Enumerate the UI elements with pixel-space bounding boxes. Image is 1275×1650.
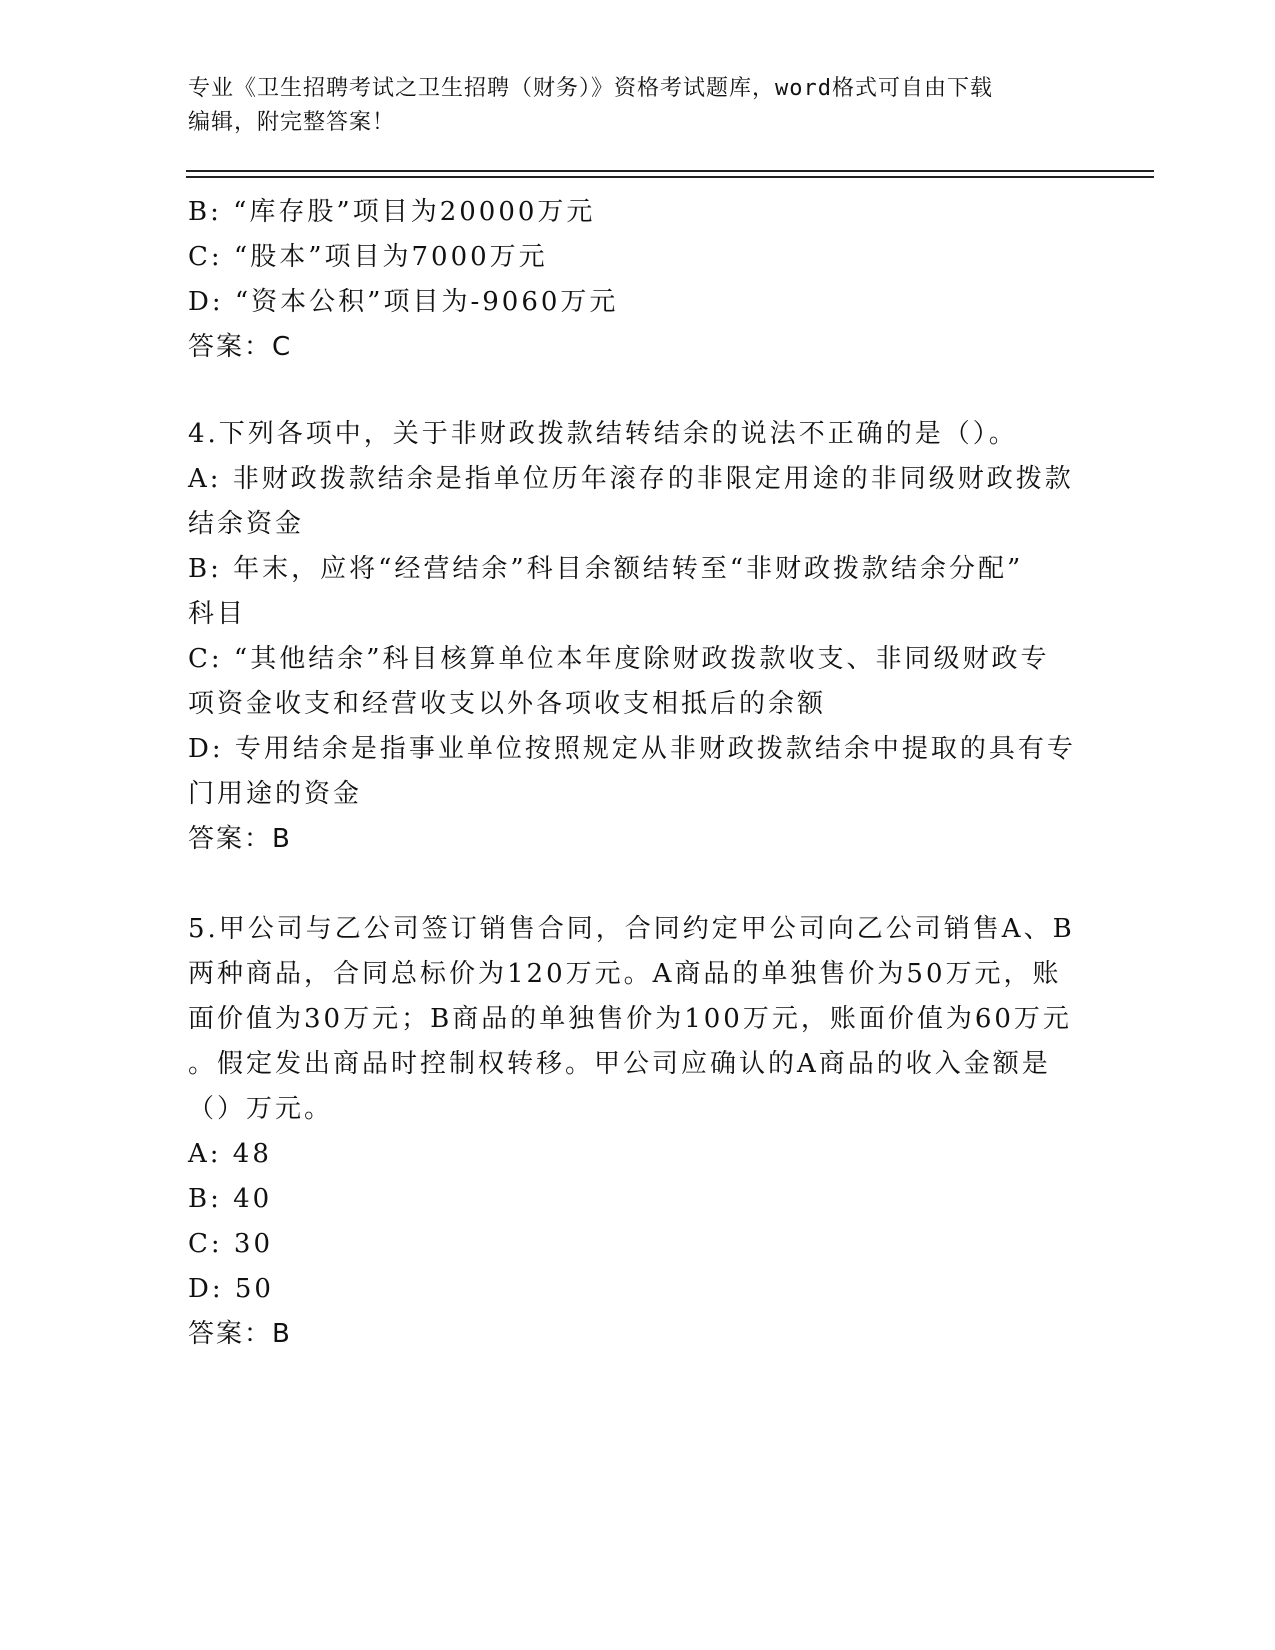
option-c-cont: 项资金收支和经营收支以外各项收支相抵后的余额 [188, 689, 827, 719]
option-d-cont: 门用途的资金 [188, 779, 363, 809]
question-4 [188, 412, 1088, 862]
question-5 [188, 907, 1088, 1357]
option-b-cont: 科目 [188, 599, 247, 629]
question-stem-cont: 面价值为30万元；B商品的单独售价为100万元，账面价值为60万元 [188, 1004, 1072, 1034]
option-a-cont: 结余资金 [188, 509, 305, 539]
option-b: B: 年末，应将“经营结余”科目余额结转至“非财政拨款结余分配” [188, 554, 1024, 584]
header-rule-top [186, 170, 1154, 172]
option-d: D: “资本公积”项目为-9060万元 [188, 287, 619, 317]
question-stem-cont: （）万元。 [188, 1094, 334, 1124]
question-stem: 5.甲公司与乙公司签订销售合同，合同约定甲公司向乙公司销售A、B [188, 914, 1075, 944]
option-c: C: “股本”项目为7000万元 [188, 242, 548, 272]
option-a: A: 非财政拨款结余是指单位历年滚存的非限定用途的非同级财政拨款 [188, 464, 1074, 494]
answer: 答案：C [188, 332, 293, 362]
option-b: B: 40 [188, 1184, 273, 1214]
header-line-1: 专业《卫生招聘考试之卫生招聘（财务）》资格考试题库，word格式可自由下载 [188, 76, 993, 101]
question-3 [188, 190, 1088, 370]
option-d: D: 专用结余是指事业单位按照规定从非财政拨款结余中提取的具有专 [188, 734, 1076, 764]
option-c: C: 30 [188, 1229, 274, 1259]
answer: 答案：B [188, 1319, 292, 1349]
header-line-2: 编辑，附完整答案！ [188, 110, 396, 135]
option-c: C: “其他结余”科目核算单位本年度除财政拨款收支、非同级财政专 [188, 644, 1050, 674]
question-stem-cont: 两种商品，合同总标价为120万元。A商品的单独售价为50万元，账 [188, 959, 1062, 989]
option-d: D: 50 [188, 1274, 274, 1304]
question-stem: 4.下列各项中，关于非财政拨款结转结余的说法不正确的是（）。 [188, 419, 1018, 449]
question-content [188, 190, 1088, 1357]
document-header [188, 72, 1088, 140]
option-a: A: 48 [188, 1139, 272, 1169]
option-b: B: “库存股”项目为20000万元 [188, 197, 596, 227]
answer: 答案：B [188, 824, 292, 854]
question-stem-cont: 。假定发出商品时控制权转移。甲公司应确认的A商品的收入金额是 [188, 1049, 1051, 1079]
header-rule-bottom [186, 176, 1154, 178]
